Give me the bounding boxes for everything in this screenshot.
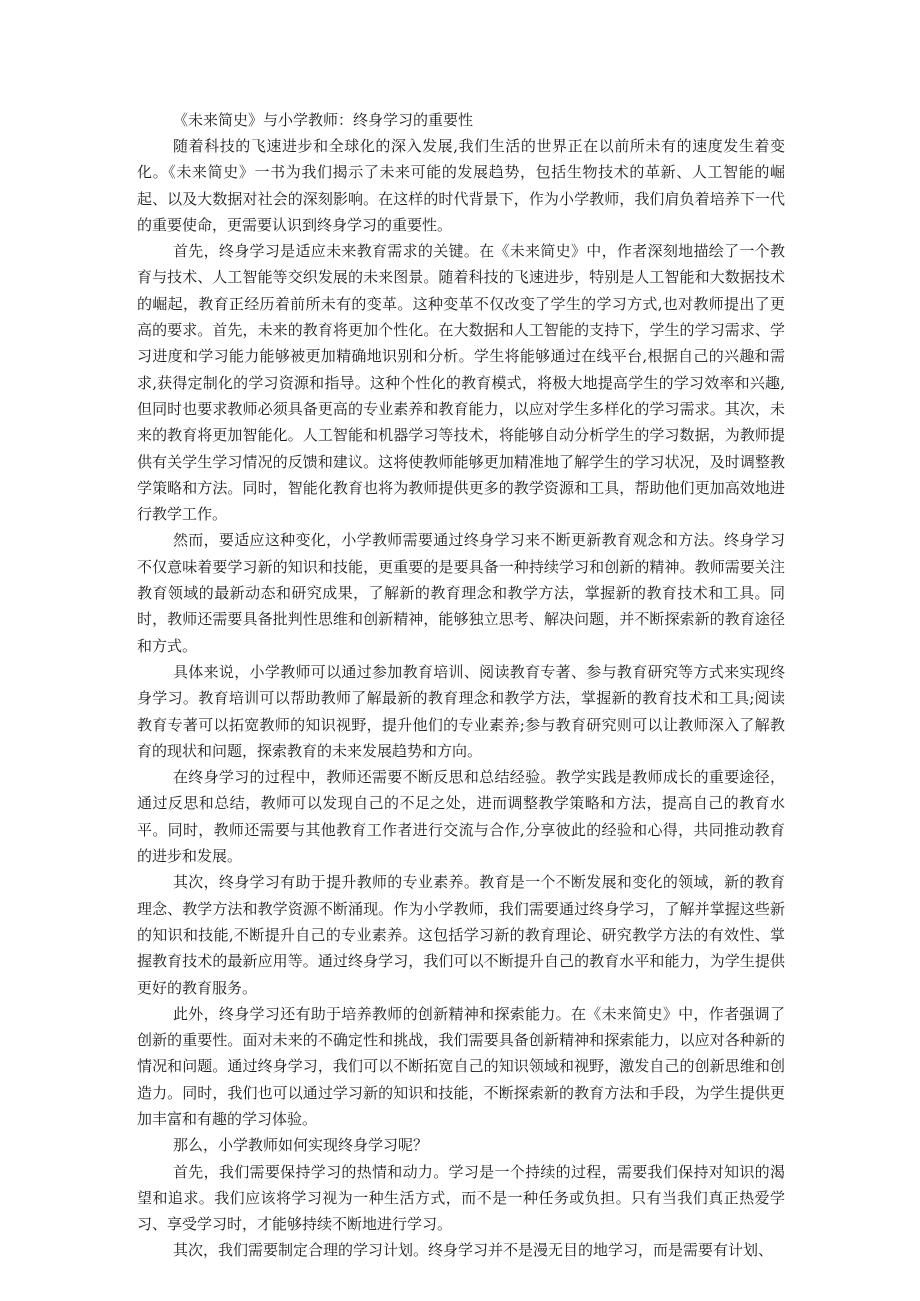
- paragraph: 其次，我们需要制定合理的学习计划。终身学习并不是漫无目的地学习，而是需要有计划、: [173, 1241, 774, 1260]
- paragraph: 在终身学习的过程中，教师还需要不断反思和总结经验。教学实践是教师成长的重要途径，通过反思和总结，教师可以发现自己的不足之处，进而调整教学策略和方法，提高自己的教育水平。同时，教师还需要与其他教育工作者进行交流与合作,分享彼此的经验和心得，共同推动教育的进步和发展。: [137, 768, 785, 866]
- paragraph: 具体来说，小学教师可以通过参加教育培训、阅读教育专著、参与教育研究等方式来实现终身学习。教育培训可以帮助教师了解最新的教育理念和教学方法，掌握新的教育技术和工具;阅读教育专著可以拓宽教师的知识视野，提升他们的专业素养;参与教育研究则可以让教师深入了解教育的现状和问题，探索教育的未来发展趋势和方向。: [137, 662, 785, 760]
- paragraph: 那么，小学教师如何实现终身学习呢？: [173, 1136, 429, 1155]
- paragraph: 随着科技的飞速进步和全球化的深入发展,我们生活的世界正在以前所未有的速度发生着变化。《未来简史》一书为我们揭示了未来可能的发展趋势，包括生物技术的革新、人工智能的崛起、以及大数据对社会的深刻影响。在这样的时代背景下，作为小学教师，我们肩负着培养下一代的重要使命，更需要认识到终身学习的重要性。: [137, 137, 785, 234]
- document-page: [137, 107, 785, 1264]
- paragraph: 首先，终身学习是适应未来教育需求的关键。在《未来简史》中，作者深刻地描绘了一个教育与技术、人工智能等交织发展的未来图景。随着科技的飞速进步，特别是人工智能和大数据技术的崛起，教育正经历着前所未有的变革。这种变革不仅改变了学生的学习方式,也对教师提出了更高的要求。首先，未来的教育将更加个性化。在大数据和人工智能的支持下，学生的学习需求、学习进度和学习能力能够被更加精确地识别和分析。学生将能够通过在线平台,根据自己的兴趣和需求,获得定制化的学习资源和指导。这种个性化的教育模式，将极大地提高学生的学习效率和兴趣,但同时也要求教师必须具备更高的专业素养和教育能力，以应对学生多样化的学习需求。其次，未来的教育将更加智能化。人工智能和机器学习等技术，将能够自动分析学生的学习数据，为教师提供有关学生学习情况的反馈和建议。这将使教师能够更加精准地了解学生的学习状况，及时调整教学策略和方法。同时，智能化教育也将为教师提供更多的教学资源和工具，帮助他们更加高效地进行教学工作。: [137, 242, 785, 524]
- paragraph: 其次，终身学习有助于提升教师的专业素养。教育是一个不断发展和变化的领域，新的教育理念、教学方法和教学资源不断涌现。作为小学教师，我们需要通过终身学习，了解并掌握这些新的知识和技能,不断提升自己的专业素养。这包括学习新的教育理论、研究教学方法的有效性、掌握教育技术的最新应用等。通过终身学习，我们可以不断提升自己的教育水平和能力，为学生提供更好的教育服务。: [137, 873, 785, 997]
- paragraph: 此外，终身学习还有助于培养教师的创新精神和探索能力。在《未来简史》中，作者强调了创新的重要性。面对未来的不确定性和挑战，我们需要具备创新精神和探索能力，以应对各种新的情况和问题。通过终身学习，我们可以不断拓宽自己的知识领域和视野，激发自己的创新思维和创造力。同时，我们也可以通过学习新的知识和技能，不断探索新的教育方法和手段，为学生提供更加丰富和有趣的学习体验。: [137, 1004, 785, 1128]
- paragraph: 首先，我们需要保持学习的热情和动力。学习是一个持续的过程，需要我们保持对知识的渴望和追求。我们应该将学习视为一种生活方式，而不是一种任务或负担。只有当我们真正热爱学习、享受学习时，才能够持续不断地进行学习。: [137, 1162, 785, 1234]
- document-title: 《未来简史》与小学教师：终身学习的重要性: [173, 111, 474, 129]
- paragraph: 然而，要适应这种变化，小学教师需要通过终身学习来不断更新教育观念和方法。终身学习不仅意味着要学习新的知识和技能，更重要的是要具备一种持续学习和创新的精神。教师需要关注教育领域的最新动态和研究成果，了解新的教育理念和教学方法，掌握新的教育技术和工具。同时，教师还需要具备批判性思维和创新精神，能够独立思考、解决问题，并不断探索新的教育途径和方式。: [137, 531, 785, 655]
